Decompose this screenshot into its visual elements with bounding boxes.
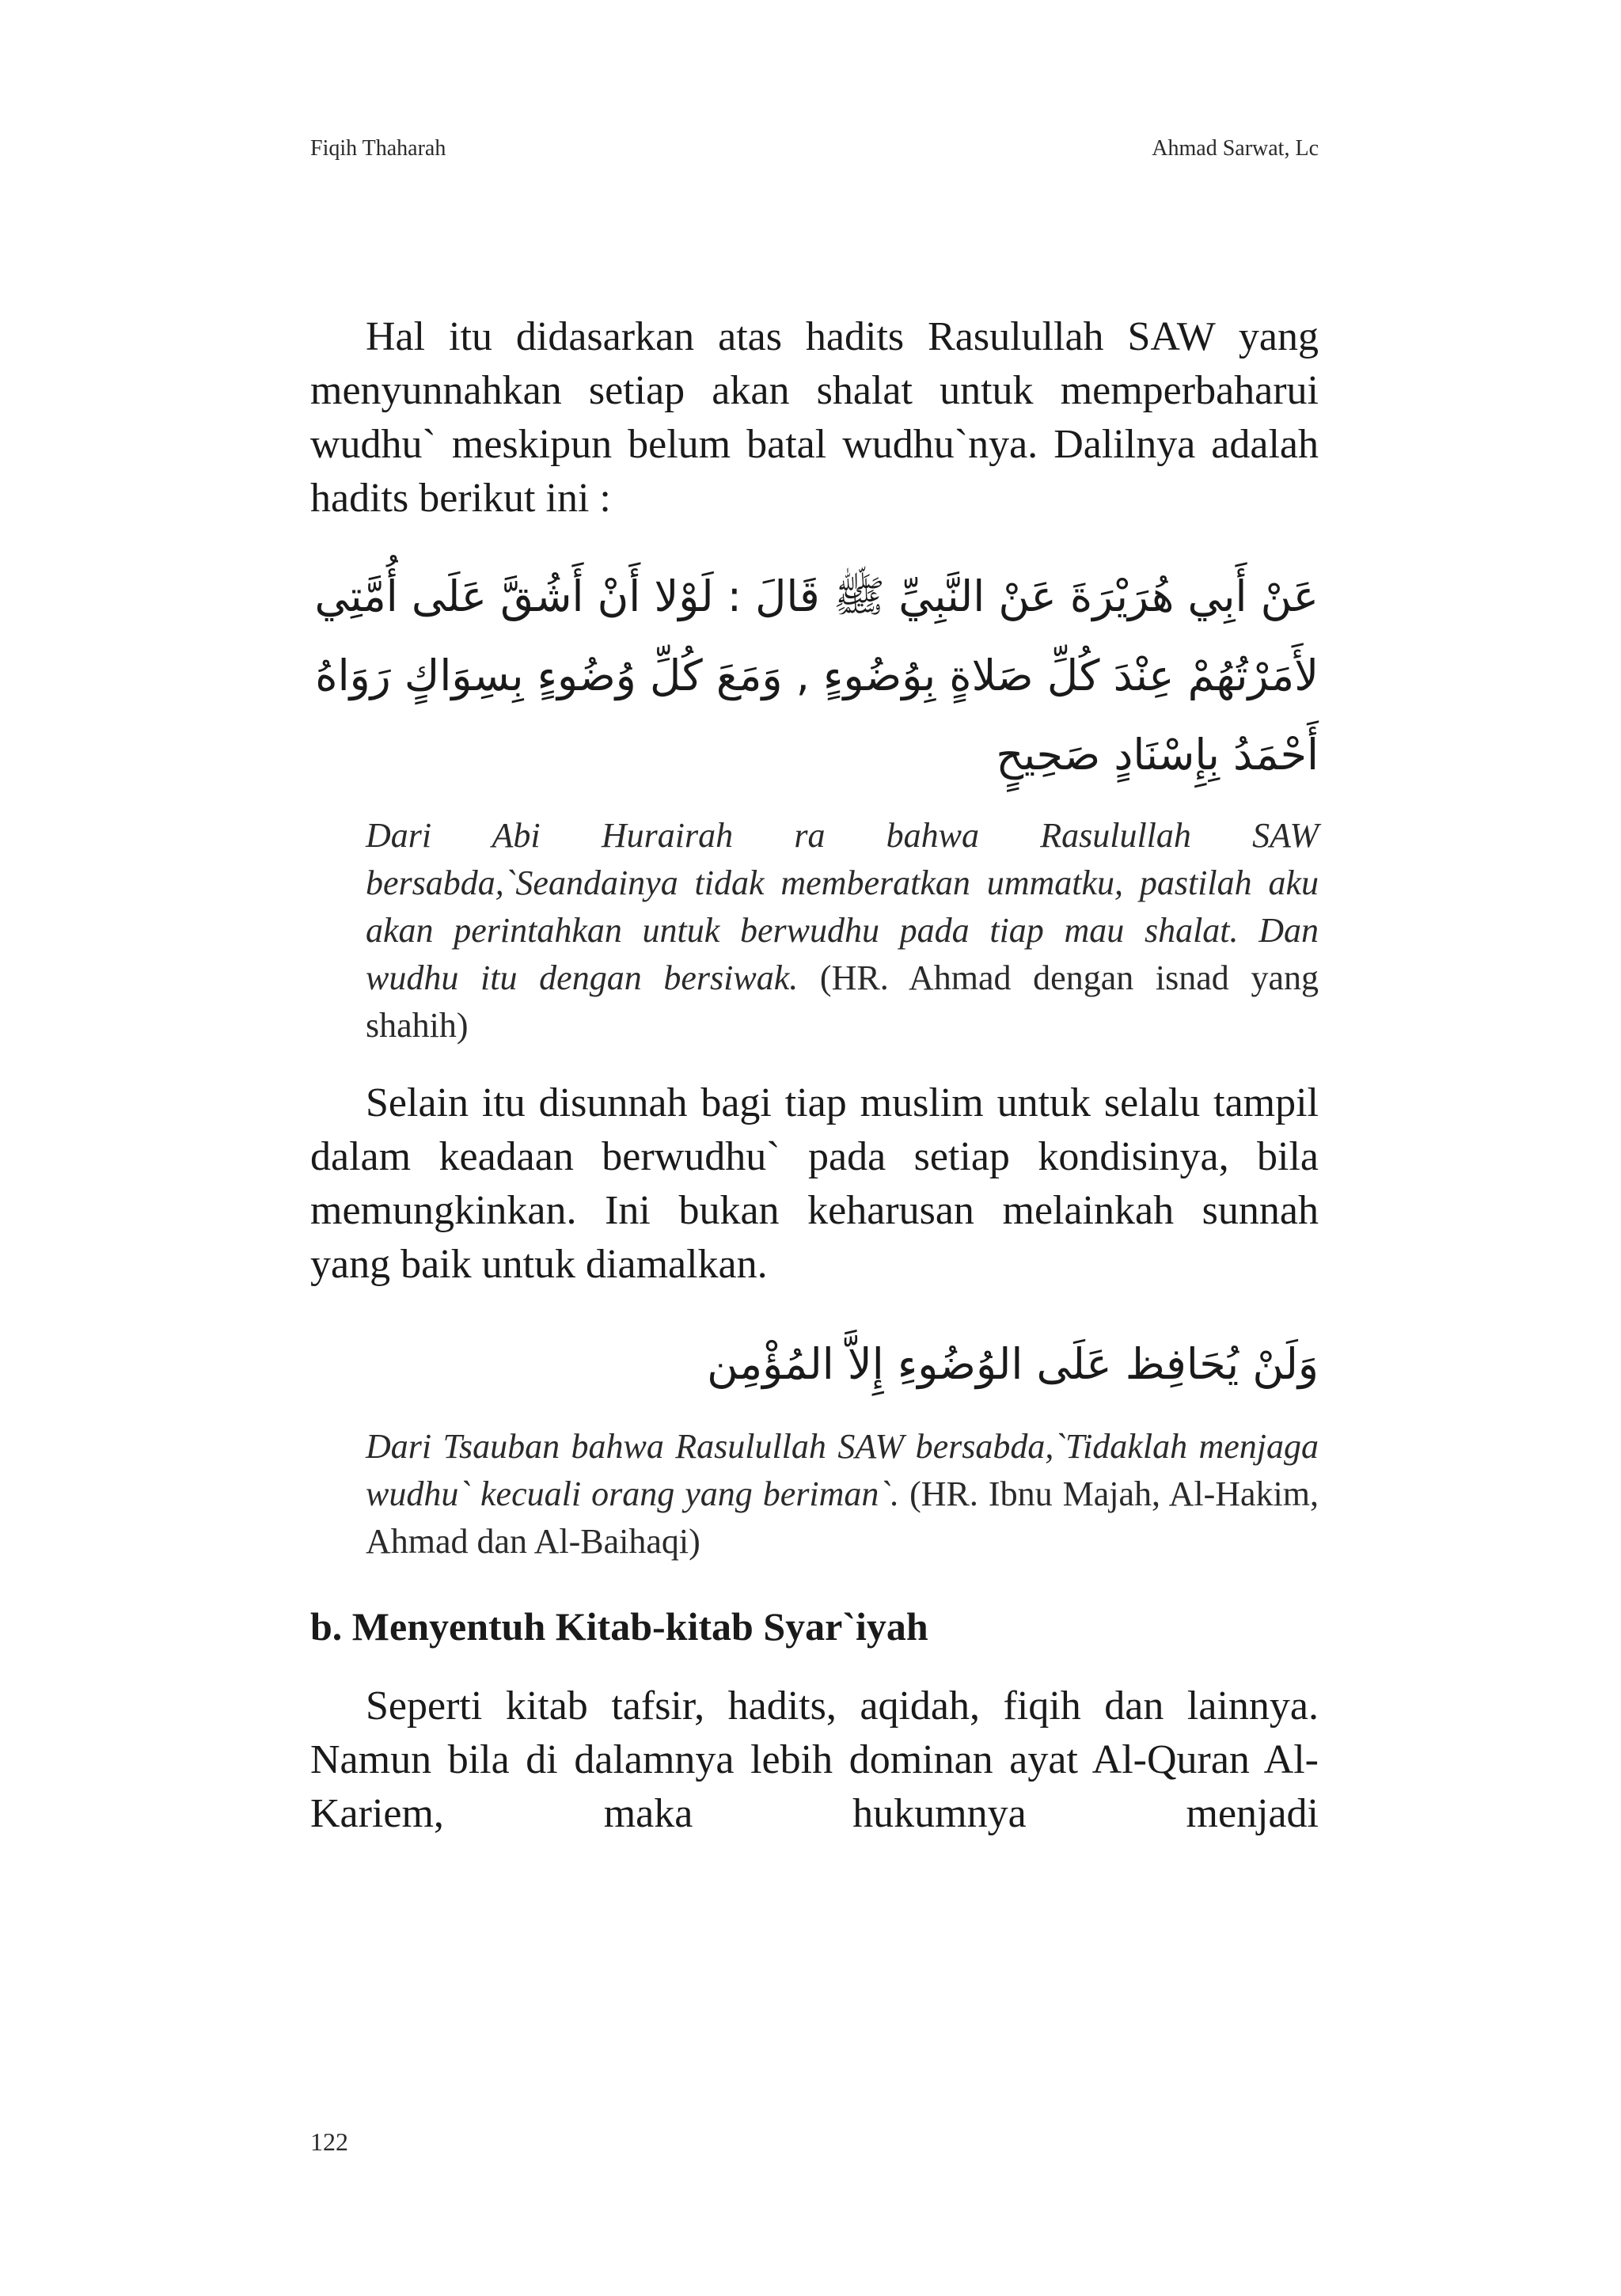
author-name: Ahmad Sarwat, Lc (1152, 136, 1319, 161)
translation-2 (366, 1423, 1319, 1565)
translation-1-italic: Dari Abi Hurairah ra bahwa Rasulullah SAW bersabda,`Seandainya tidak memberatkan ummatku, pastilah aku akan perintahkan untuk berwudhu pada tiap mau shalat. Dan wudhu itu dengan bersiwak. (366, 816, 1319, 997)
running-header (310, 136, 1319, 161)
translation-2-source: (HR. Ibnu Majah, Al-Hakim, Ahmad dan Al-Baihaqi) (366, 1474, 1319, 1561)
arabic-line-4: وَلَنْ يُحَافِظ عَلَى الوُضُوءِ إِلاَّ المُؤْمِن (707, 1339, 1319, 1389)
arabic-line-2: لأَمَرْتُهُمْ عِنْدَ كُلِّ صَلاةٍ بِوُضُوءٍ , وَمَعَ كُلِّ وُضُوءٍ بِسِوَاكٍ رَوَاهُ (315, 651, 1319, 700)
arabic-line-3: أَحْمَدُ بِإِسْنَادٍ صَحِيحٍ (996, 730, 1319, 780)
translation-1-source: (HR. Ahmad dengan isnad yang shahih) (366, 958, 1319, 1045)
paragraph-1: Hal itu didasarkan atas hadits Rasulullah SAW yang menyunnahkan setiap akan shalat untuk memperbaharui wudhu` meskipun belum batal wudhu`nya. Dalilnya adalah hadits berikut ini : (310, 314, 1319, 521)
arabic-hadith-1 (310, 557, 1319, 795)
page-content (310, 310, 1319, 1841)
arabic-hadith-2 (310, 1325, 1319, 1404)
translation-1 (366, 812, 1319, 1049)
translation-2-italic: Dari Tsauban bahwa Rasulullah SAW bersabda,`Tidaklah menjaga wudhu` kecuali orang yang beriman`. (366, 1427, 1319, 1513)
paragraph-2: Selain itu disunnah bagi tiap muslim untuk selalu tampil dalam keadaan berwudhu` pada setiap kondisinya, bila memungkinkan. Ini bukan keharusan melainkah sunnah yang baik untuk diamalkan. (310, 1080, 1319, 1287)
page-number: 122 (310, 2127, 348, 2156)
section-heading: b. Menyentuh Kitab-kitab Syar`iyah (310, 1604, 928, 1649)
arabic-line-1: عَنْ أَبِي هُرَيْرَةَ عَنْ النَّبِيِّ ﷺ قَالَ : لَوْلا أَنْ أَشُقَّ عَلَى أُمَّتِي (314, 571, 1319, 621)
paragraph-3: Seperti kitab tafsir, hadits, aqidah, fiqih dan lainnya. Namun bila di dalamnya lebih dominan ayat Al-Quran Al-Kariem, maka hukumnya menjadi (310, 1683, 1319, 1836)
book-title: Fiqih Thaharah (310, 136, 446, 161)
